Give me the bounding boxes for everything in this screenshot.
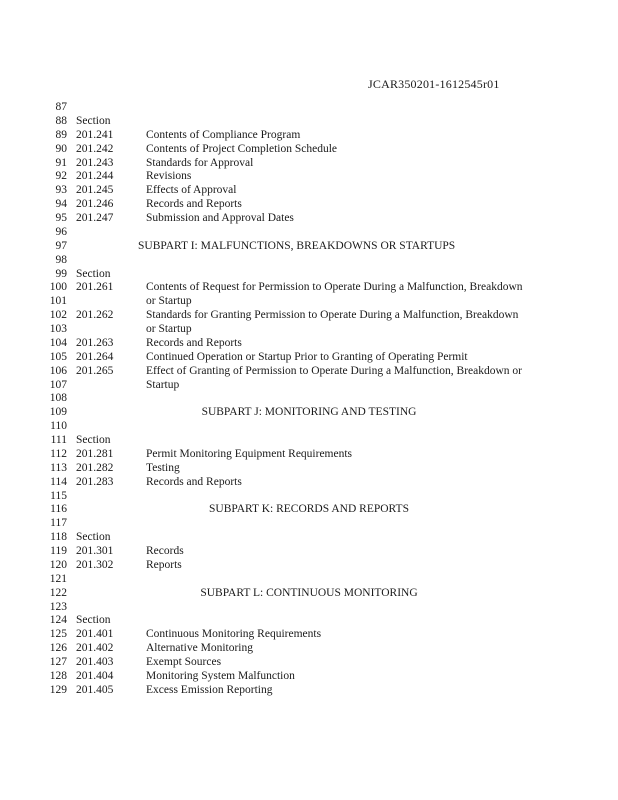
section-title: or Startup [146, 295, 192, 308]
document-line [0, 573, 618, 587]
line-number: 105 [49, 350, 67, 363]
line-number: 128 [49, 669, 67, 682]
section-number: 201.265 [76, 364, 114, 377]
line-number: 96 [55, 225, 67, 238]
document-line [0, 295, 618, 309]
line-number: 124 [49, 614, 67, 627]
document-line [0, 614, 618, 628]
document-line [0, 309, 618, 323]
line-number: 100 [49, 281, 67, 294]
section-number: 201.405 [76, 683, 114, 696]
section-title: Records [146, 545, 184, 557]
section-title: Reports [146, 558, 182, 571]
section-number: 201.245 [76, 184, 114, 197]
document-line [0, 545, 618, 559]
section-title: Submission and Approval Dates [146, 212, 294, 224]
line-number: 114 [50, 475, 67, 488]
section-title: Records and Reports [146, 198, 242, 211]
document-line [0, 129, 618, 143]
line-number: 95 [55, 212, 67, 224]
section-title: or Startup [146, 323, 192, 335]
document-line [0, 198, 618, 212]
document-line [0, 628, 618, 642]
document-line [0, 226, 618, 240]
document-line [0, 379, 618, 393]
document-line [0, 268, 618, 282]
document-line [0, 670, 618, 684]
section-title: Standards for Granting Permission to Operate During a Malfunction, Breakdown [146, 309, 519, 322]
line-number: 126 [49, 642, 67, 655]
document-line [0, 406, 618, 420]
line-number: 108 [49, 392, 67, 405]
section-number: 201.243 [76, 156, 114, 169]
section-title: Effects of Approval [146, 184, 237, 197]
document-line [0, 101, 618, 115]
document-line [0, 420, 618, 434]
document-line [0, 559, 618, 573]
document-line [0, 337, 618, 351]
section-number: 201.403 [76, 656, 114, 668]
line-number: 113 [50, 461, 67, 474]
document-line [0, 684, 618, 698]
document-line [0, 184, 618, 198]
line-number: 120 [49, 558, 67, 571]
line-number: 99 [55, 267, 67, 280]
section-title: Contents of Project Completion Schedule [146, 142, 338, 155]
section-title: Standards for Approval [146, 156, 254, 169]
line-number: 93 [55, 184, 67, 197]
document-id-header: JCAR350201-1612545r01 [368, 77, 500, 91]
subpart-heading: SUBPART J: MONITORING AND TESTING [201, 406, 417, 419]
line-number: 122 [49, 586, 67, 599]
section-number: 201.263 [76, 336, 114, 349]
line-number: 117 [50, 517, 67, 530]
line-number: 104 [49, 336, 67, 349]
document-line [0, 351, 618, 365]
section-number: 201.302 [76, 558, 114, 571]
section-number: 201.242 [76, 142, 114, 155]
line-number: 87 [55, 101, 67, 113]
section-number: Section [76, 614, 111, 627]
section-title: Records and Reports [146, 475, 242, 488]
document-line [0, 212, 618, 226]
section-number: Section [76, 267, 111, 280]
section-title: Contents of Compliance Program [146, 128, 301, 141]
line-number: 127 [49, 656, 67, 668]
line-number: 109 [49, 406, 67, 419]
line-number: 103 [49, 323, 67, 335]
line-number: 102 [49, 309, 67, 322]
line-number: 111 [50, 434, 67, 446]
numbered-line-list [0, 101, 618, 698]
document-line [0, 476, 618, 490]
document-line [0, 323, 618, 337]
line-number: 123 [49, 600, 67, 613]
section-title: Exempt Sources [146, 656, 222, 668]
line-number: 92 [55, 170, 67, 183]
subpart-heading: SUBPART I: MALFUNCTIONS, BREAKDOWNS OR STARTUPS [138, 239, 456, 252]
document-line [0, 392, 618, 406]
section-title: Permit Monitoring Equipment Requirements [146, 447, 353, 460]
section-number: 201.241 [76, 128, 114, 141]
document-line [0, 143, 618, 157]
section-title: Revisions [146, 170, 192, 183]
line-number: 112 [50, 447, 67, 460]
section-title: Excess Emission Reporting [146, 683, 273, 696]
document-line [0, 240, 618, 254]
section-title: Effect of Granting of Permission to Operate During a Malfunction, Breakdown or [146, 364, 522, 377]
document-line [0, 365, 618, 379]
document-line [0, 157, 618, 171]
line-number: 106 [49, 364, 67, 377]
subpart-heading: SUBPART L: CONTINUOUS MONITORING [200, 586, 418, 599]
line-number: 89 [55, 128, 67, 141]
section-number: 201.244 [76, 170, 114, 183]
section-title: Alternative Monitoring [146, 642, 253, 655]
section-number: 201.246 [76, 198, 114, 211]
subpart-heading: SUBPART K: RECORDS AND REPORTS [209, 503, 409, 516]
section-number: Section [76, 531, 111, 544]
section-title: Continued Operation or Startup Prior to Granting of Operating Permit [146, 350, 468, 363]
document-line [0, 115, 618, 129]
document-line [0, 601, 618, 615]
section-number: 201.282 [76, 461, 114, 474]
document-line [0, 531, 618, 545]
line-number: 107 [49, 378, 67, 391]
line-number: 91 [55, 156, 67, 169]
section-title: Contents of Request for Permission to Operate During a Malfunction, Breakdown [146, 281, 523, 294]
document-line [0, 170, 618, 184]
section-number: 201.247 [76, 212, 114, 224]
section-number: Section [76, 114, 111, 127]
document-line [0, 462, 618, 476]
line-number: 94 [55, 198, 67, 211]
section-title: Monitoring System Malfunction [146, 669, 295, 682]
section-number: 201.262 [76, 309, 114, 322]
line-number: 90 [55, 142, 67, 155]
section-number: 201.401 [76, 628, 114, 641]
section-number: 201.281 [76, 447, 114, 460]
line-number: 118 [50, 531, 67, 544]
section-number: 201.301 [76, 545, 114, 557]
line-number: 115 [50, 489, 67, 502]
line-number: 101 [49, 295, 67, 308]
document-line [0, 587, 618, 601]
document-line [0, 503, 618, 517]
document-line [0, 642, 618, 656]
section-number: 201.261 [76, 281, 114, 294]
line-number: 116 [50, 503, 67, 516]
section-number: 201.264 [76, 350, 114, 363]
document-line [0, 517, 618, 531]
line-number: 121 [49, 572, 67, 585]
document-line [0, 656, 618, 670]
section-number: 201.404 [76, 669, 114, 682]
section-title: Testing [146, 461, 180, 474]
document-line [0, 490, 618, 504]
line-number: 98 [55, 253, 67, 266]
section-title: Continuous Monitoring Requirements [146, 628, 322, 641]
document-line [0, 448, 618, 462]
line-number: 88 [55, 114, 67, 127]
document-line [0, 281, 618, 295]
section-title: Startup [146, 378, 180, 391]
document-line [0, 254, 618, 268]
line-number: 129 [49, 683, 67, 696]
section-number: Section [76, 434, 111, 446]
line-number: 97 [55, 239, 67, 252]
section-number: 201.283 [76, 475, 114, 488]
line-number: 119 [50, 545, 67, 557]
section-number: 201.402 [76, 642, 114, 655]
section-title: Records and Reports [146, 336, 242, 349]
line-number: 125 [49, 628, 67, 641]
line-number: 110 [50, 420, 67, 433]
document-line [0, 434, 618, 448]
